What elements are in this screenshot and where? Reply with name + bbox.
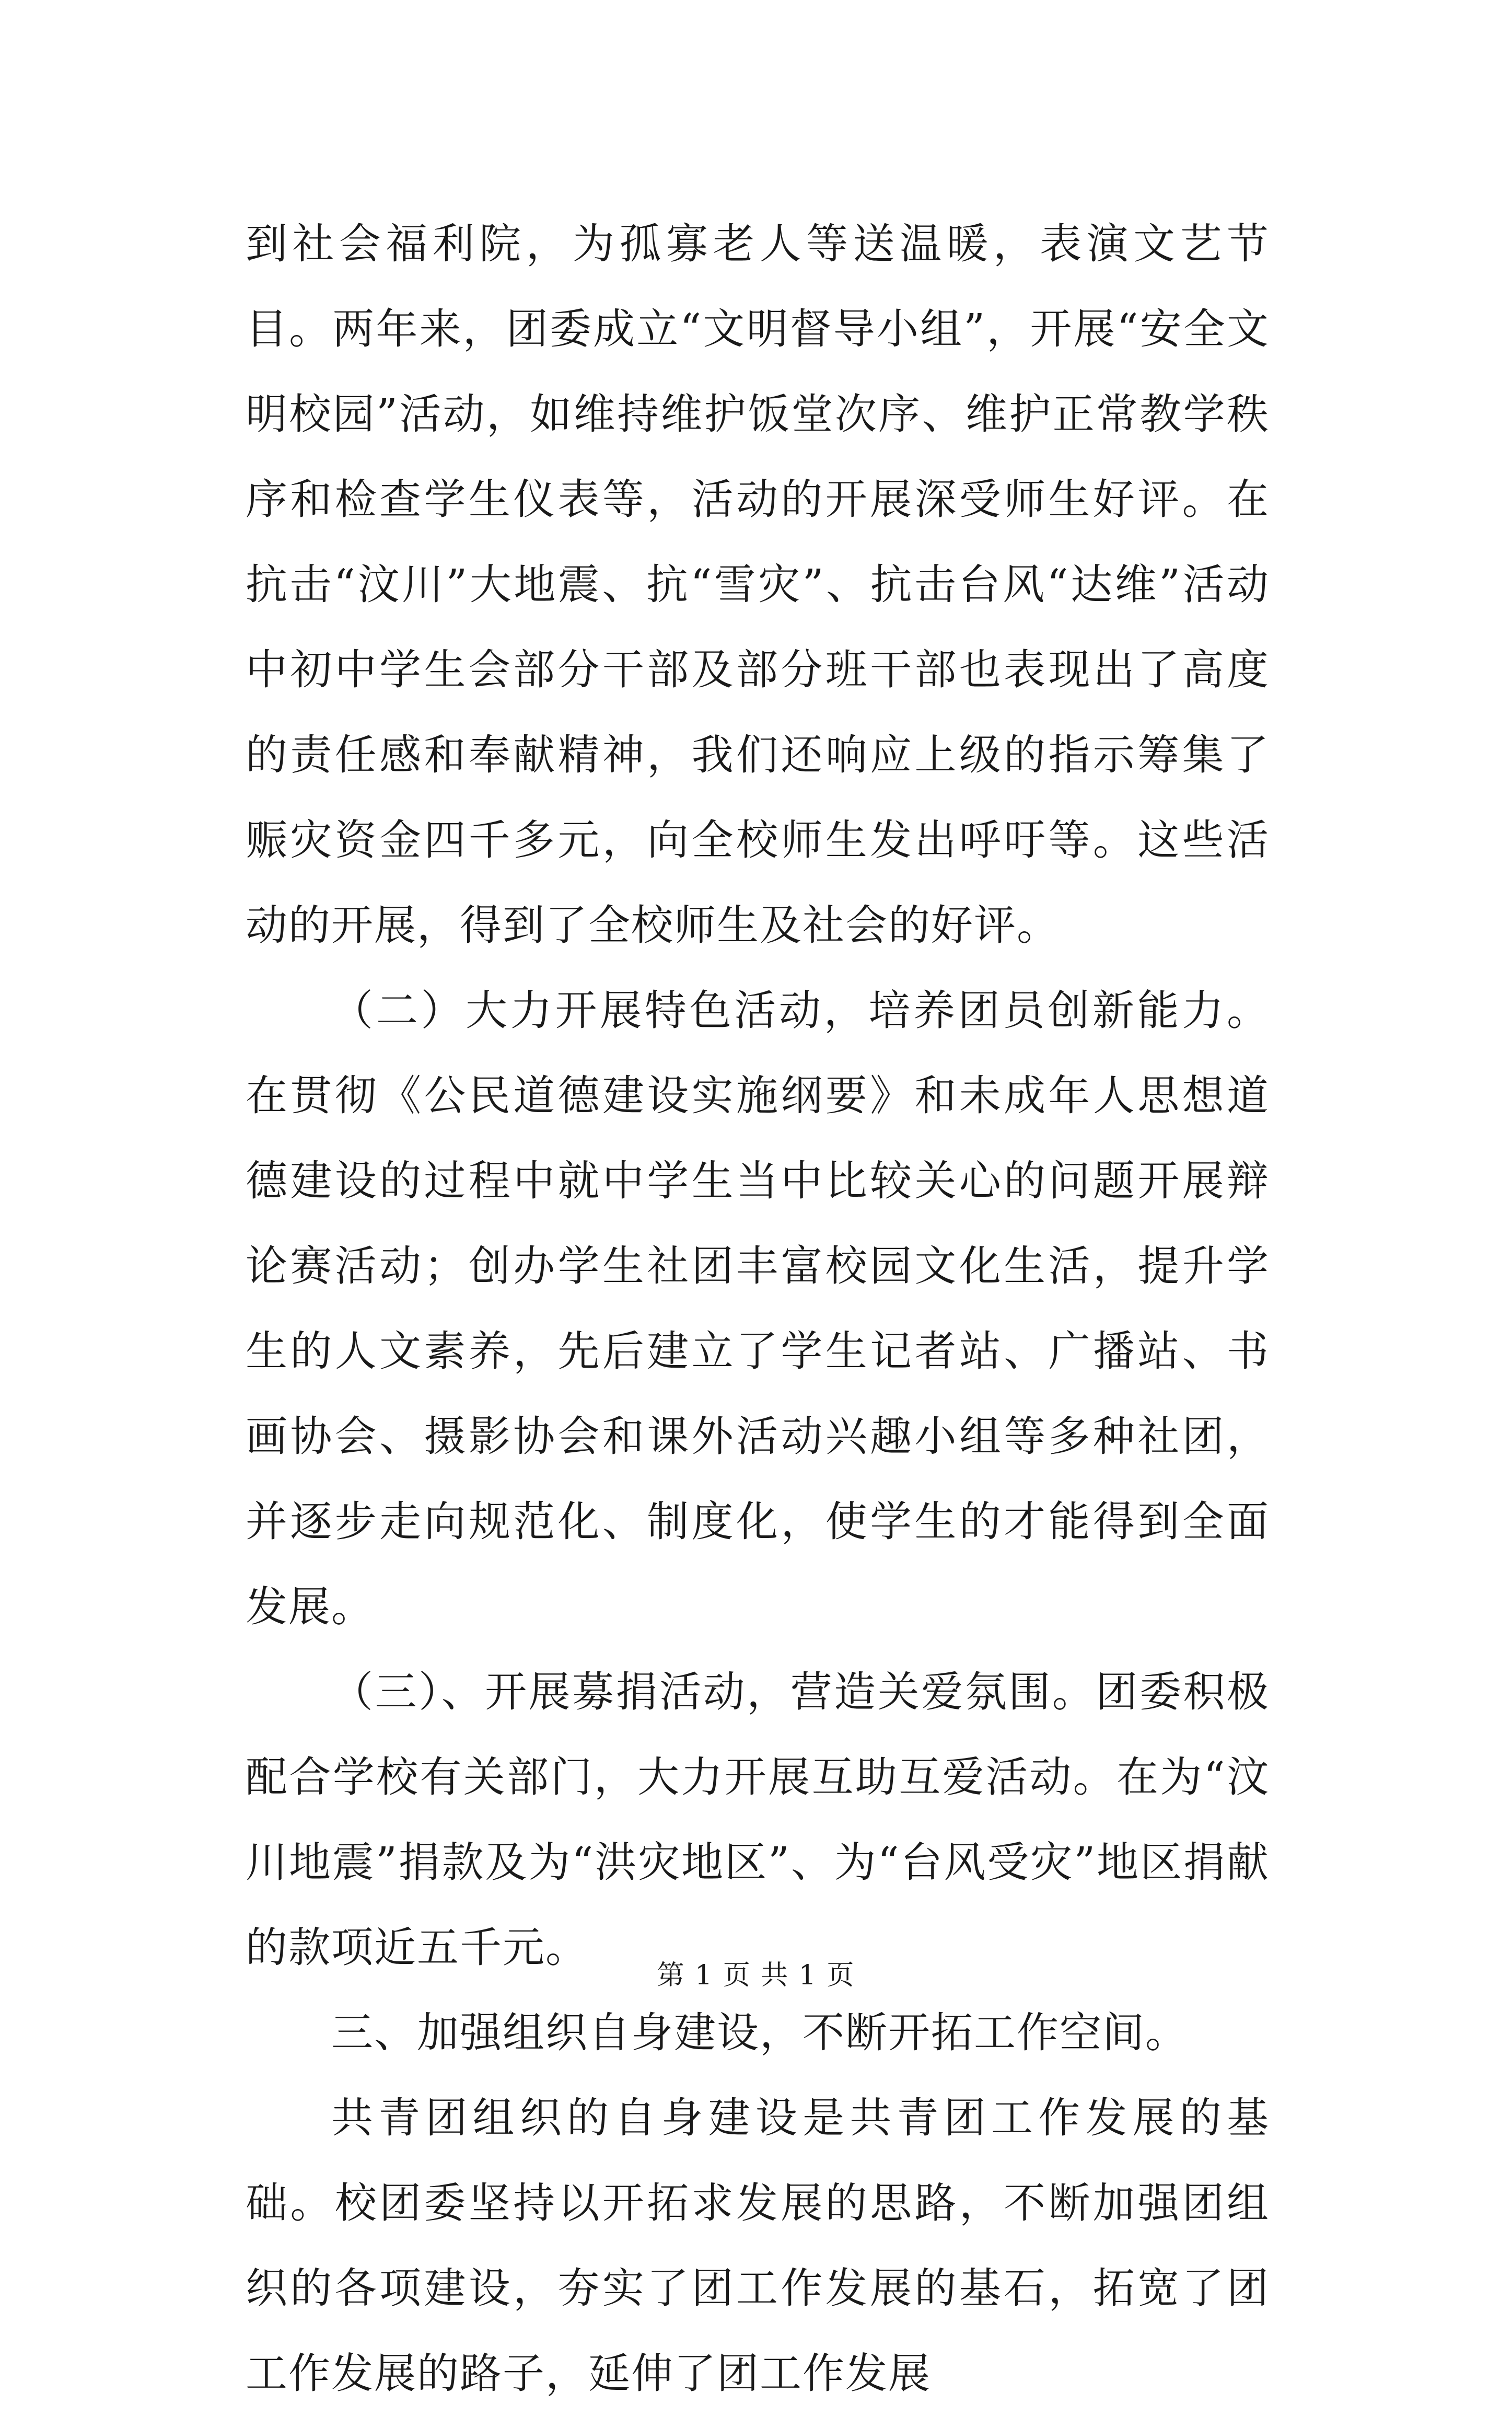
document-body <box>246 201 1270 2416</box>
paragraph-2: （二）大力开展特色活动，培养团员创新能力。在贯彻《公民道德建设实施纲要》和未成年人思想道德建设的过程中就中学生当中比较关心的问题开展辩论赛活动；创办学生社团丰富校园文化生活，提升学生的人文素养，先后建立了学生记者站、广播站、书画协会、摄影协会和课外活动兴趣小组等多种社团，并逐步走向规范化、制度化，使学生的才能得到全面发展。 <box>246 986 1270 1631</box>
paragraph-3: （三）、开展募捐活动，营造关爱氛围。团委积极配合学校有关部门，大力开展互助互爱活动。在为“汶川地震”捐款及为“洪灾地区”、为“台风受灾”地区捐献的款项近五千元。 <box>246 1668 1270 1972</box>
section-heading-3: 三、加强组织自身建设，不断开拓工作空间。 <box>331 2008 1188 2057</box>
page-footer: 第 1 页 共 1 页 <box>657 1960 855 1991</box>
paragraph-4: 共青团组织的自身建设是共青团工作发展的基础。校团委坚持以开拓求发展的思路，不断加强团组织的各项建设，夯实了团工作发展的基石，拓宽了团工作发展的路子，延伸了团工作发展 <box>246 2094 1270 2398</box>
paragraph-1: 到社会福利院，为孤寡老人等送温暖，表演文艺节目。两年来，团委成立“文明督导小组”，开展“安全文明校园”活动，如维持维护饭堂次序、维护正常教学秩序和检查学生仪表等，活动的开展深受师生好评。在抗击“汶川”大地震、抗“雪灾”、抗击台风“达维”活动中初中学生会部分干部及部分班干部也表现出了高度的责任感和奉献精神，我们还响应上级的指示筹集了赈灾资金四千多元，向全校师生发出呼吁等。这些活动的开展，得到了全校师生及社会的好评。 <box>246 219 1270 950</box>
